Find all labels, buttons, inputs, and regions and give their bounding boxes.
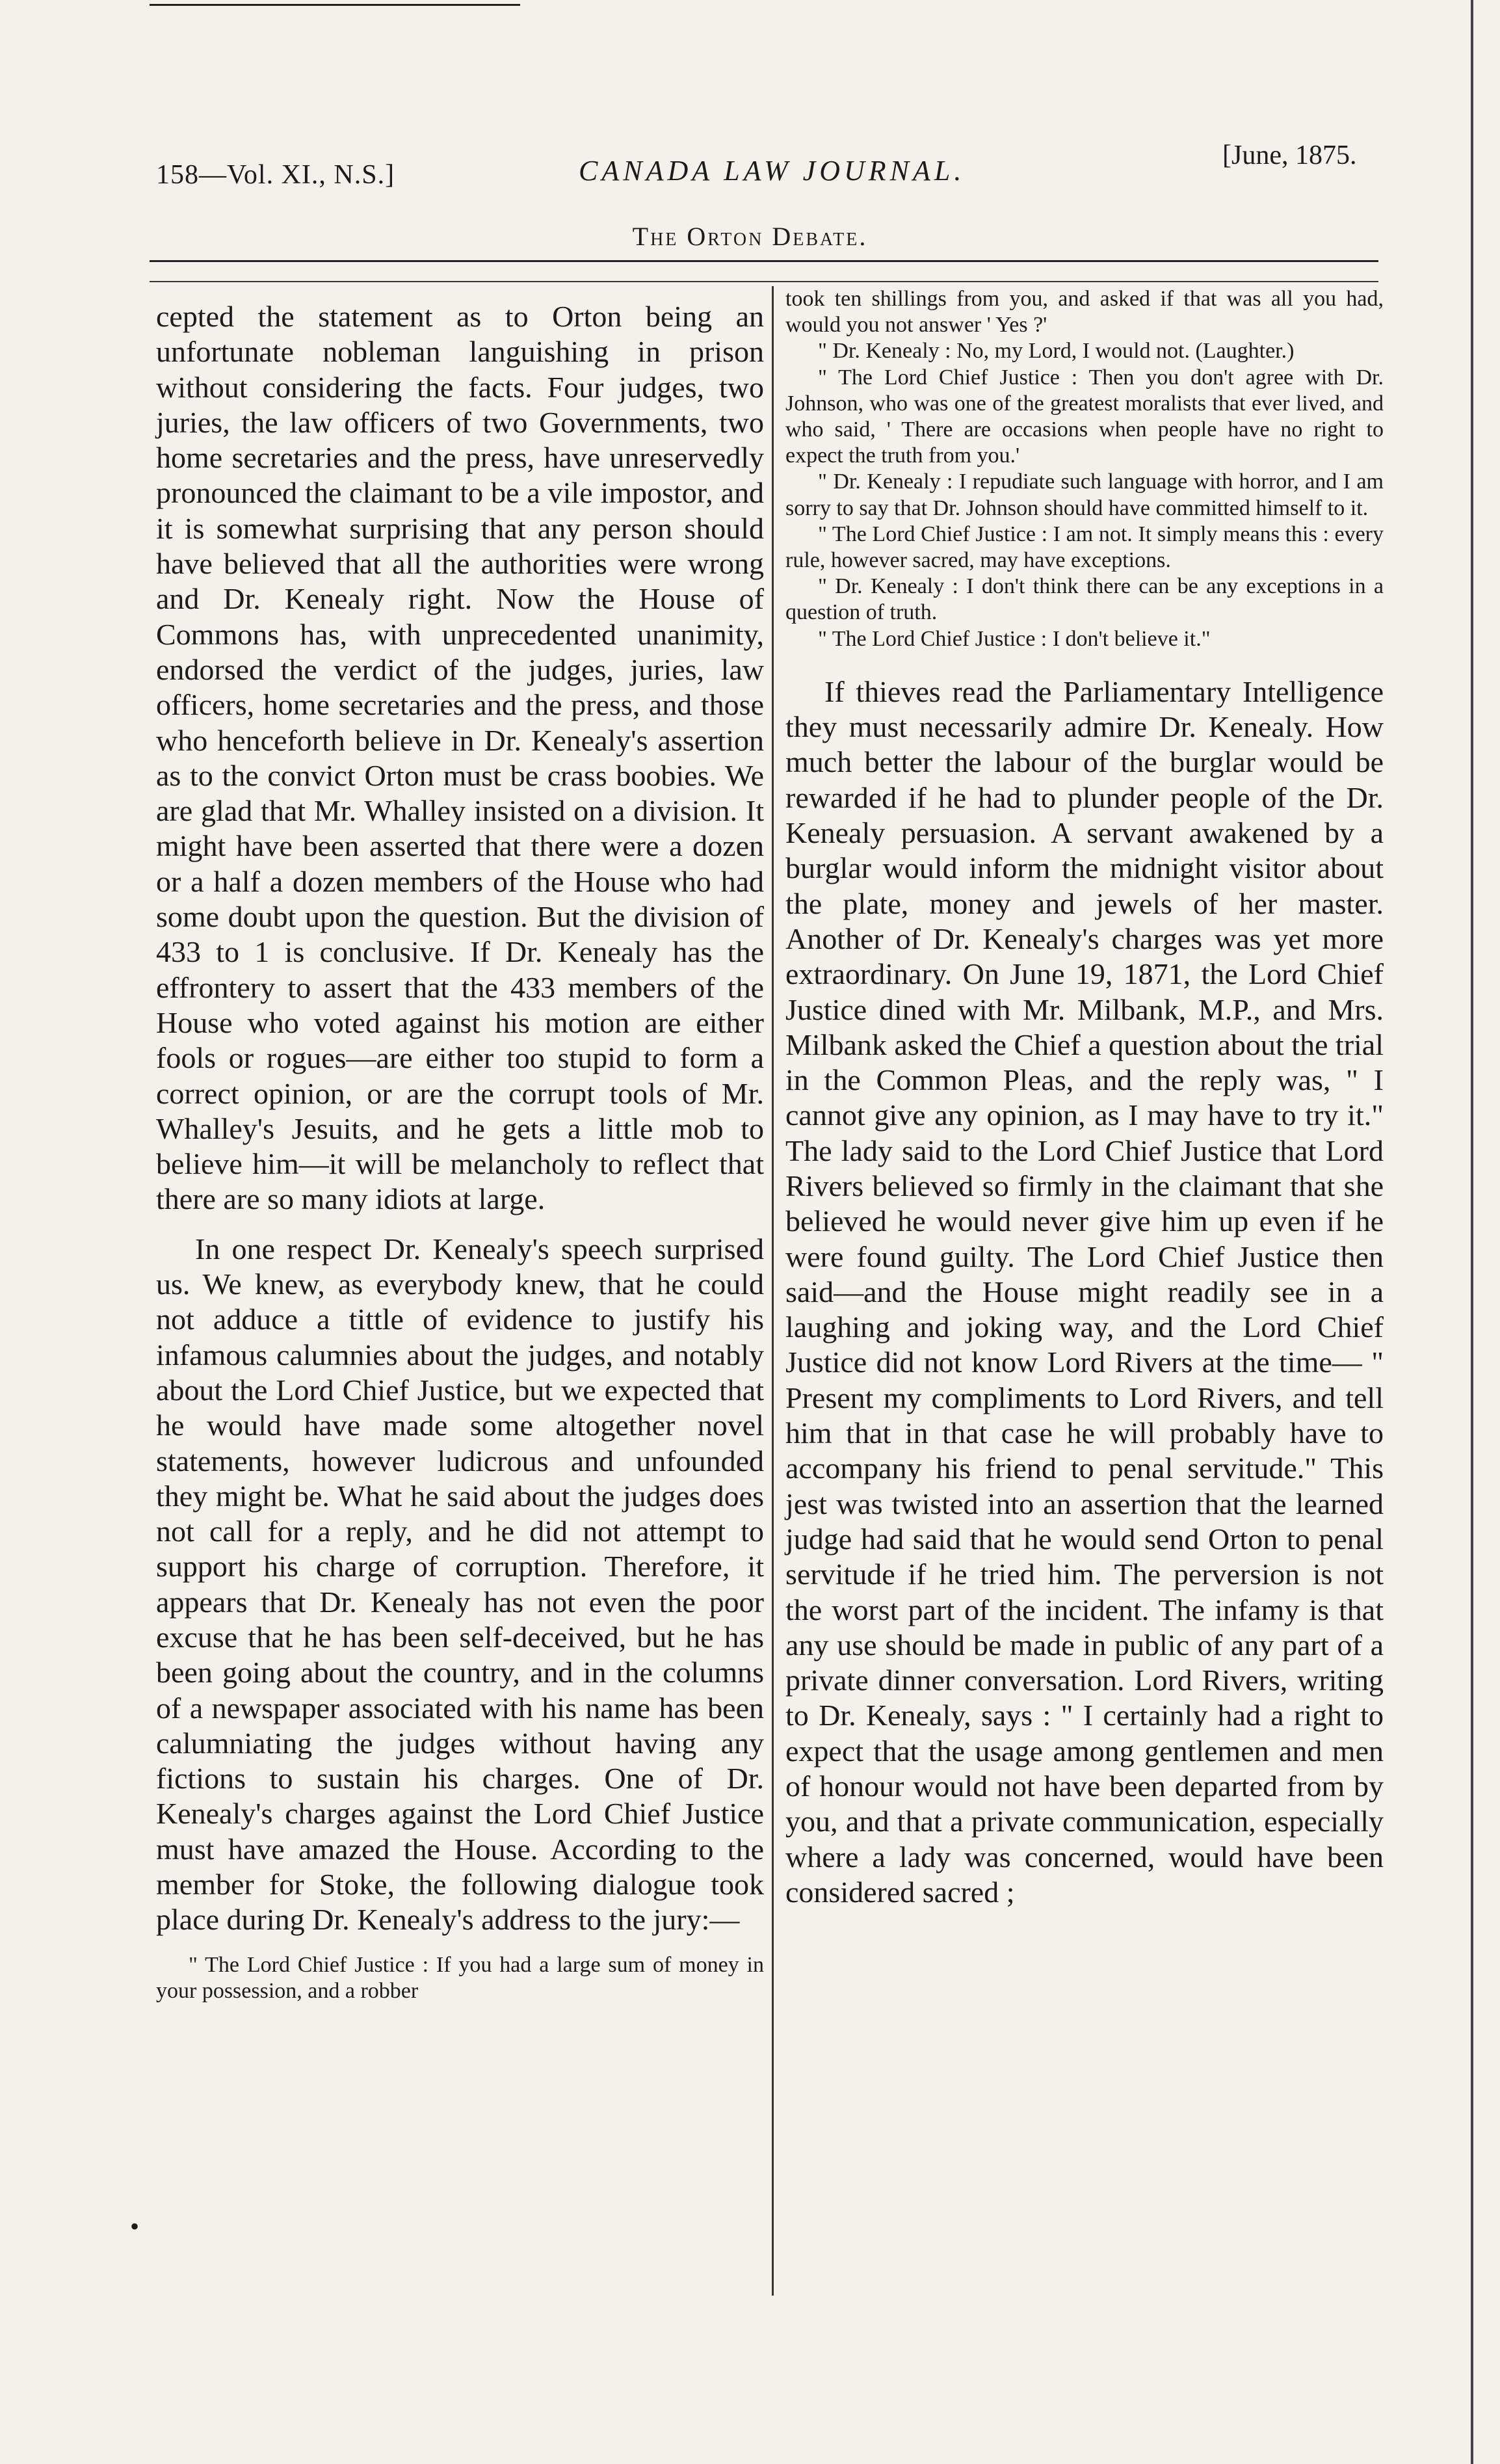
right-column xyxy=(785,286,1384,1910)
journal-title: CANADA LAW JOURNAL. xyxy=(579,155,966,187)
issue-date: [June, 1875. xyxy=(1222,140,1357,170)
column-divider xyxy=(772,286,774,2296)
quote-paragraph: " Dr. Kenealy : I repudiate such language with horror, and I am sorry to say that Dr. Johnson should have committed himself to it. xyxy=(785,470,1384,520)
quote-paragraph: " The Lord Chief Justice : Then you don't agree with Dr. Johnson, who was one of the greatest moralists that ever lived, and who said, ' There are occasions when people have no right to expect the truth from you.' xyxy=(785,365,1384,468)
section-title: The Orton Debate. xyxy=(632,222,868,251)
quote-paragraph: " The Lord Chief Justice : I don't believe it." xyxy=(818,626,1211,651)
quote-paragraph: " The Lord Chief Justice : I am not. It simply means this : every rule, however sacred, may have exceptions. xyxy=(785,522,1384,573)
paragraph: If thieves read the Parliamentary Intelligence they must necessarily admire Dr. Kenealy. How much better the labour of the burglar would be rewarded if he had to plunder people of the Dr. Kenealy persuasion. A servant awakened by a burglar would inform the midnight visitor about the plate, money and jewels of her master. Another of Dr. Kenealy's charges was yet more extraordinary. On June 19, 1871, the Lord Chief Justice dined with Mr. Milbank, M.P., and Mrs. Milbank asked the Chief a question about the trial in the Common Pleas, and the reply was, " I cannot give any opinion, as I may have to try it." The lady said to the Lord Chief Justice that Lord Rivers believed so firmly in the claimant that she believed he would never give him up even if he were found guilty. The Lord Chief Justice then said—and the House might readily see in a laughing and joking way, and the Lord Chief Justice did not know Lord Rivers at the time— " Present my compliments to Lord Rivers, and tell him that in that case he will probably have to accompany his friend to penal servitude." This jest was twisted into an assertion that the learned judge had said that he would send Orton to penal servitude if he tried him. The perversion is not the worst part of the incident. The infamy is that any use should be made in public of any part of a private dinner conversation. Lord Rivers, writing to Dr. Kenealy, says : " I certainly had a right to expect that the usage among gentlemen and men of honour would not have been departed from by you, and that a private communication, especially where a lady was concerned, would have been considered sacred ; xyxy=(785,674,1384,1909)
quote-paragraph: " The Lord Chief Justice : If you had a large sum of money in your possession, and a robber xyxy=(156,1952,764,2003)
quote-paragraph: " Dr. Kenealy : I don't think there can be any exceptions in a question of truth. xyxy=(785,574,1384,625)
section-rule xyxy=(150,260,1378,262)
page-header xyxy=(150,140,1385,198)
left-column xyxy=(156,299,764,2004)
volume-label: 158—Vol. XI., N.S.] xyxy=(156,160,395,190)
page-edge-rule xyxy=(1471,0,1473,2464)
paragraph: cepted the statement as to Orton being an unfortunate nobleman languishing in prison without considering the facts. Four judges, two juries, the law officers of two Governments, two home secretaries and the press, have unreservedly pronounced the claimant to be a vile impostor, and it is somewhat surprising that any person should have believed that all the authorities were wrong and Dr. Kenealy right. Now the House of Commons has, with unprecedented unanimity, endorsed the verdict of the judges, juries, law officers, home secretaries and the press, and those who henceforth believe in Dr. Kenealy's assertion as to the convict Orton must be crass boobies. We are glad that Mr. Whalley insisted on a division. It might have been asserted that there were a dozen or a half a dozen members of the House who had some doubt upon the question. But the division of 433 to 1 is conclusive. If Dr. Kenealy has the effrontery to assert that the 433 members of the House who voted against his motion are either fools or rogues—are either too stupid to form a correct opinion, or are the corrupt tools of Mr. Whalley's Jesuits, and he gets a little mob to believe him—it will be melancholy to reflect that there are so many idiots at large. xyxy=(156,300,764,1216)
section-rule-lower xyxy=(150,281,1378,282)
top-rule xyxy=(150,4,520,6)
quote-paragraph: " Dr. Kenealy : No, my Lord, I would not. (Laughter.) xyxy=(818,339,1295,364)
paragraph: In one respect Dr. Kenealy's speech surprised us. We knew, as everybody knew, that he could not adduce a tittle of evidence to justify his infamous calumnies about the judges, and notably about the Lord Chief Justice, but we expected that he would have made some altogether novel statements, however ludicrous and unfounded they might be. What he said about the judges does not call for a reply, and he did not attempt to support his charge of corruption. Therefore, it appears that Dr. Kenealy has not even the poor excuse that he has been self-deceived, but he has been going about the country, and in the columns of a newspaper associated with his name has been calumniating the judges without having any fictions to sustain his charges. One of Dr. Kenealy's charges against the Lord Chief Justice must have amazed the House. According to the member for Stoke, the following dialogue took place during Dr. Kenealy's address to the jury:— xyxy=(156,1232,764,1937)
quote-paragraph: took ten shillings from you, and asked if that was all you had, would you not answer ' Yes ?' xyxy=(785,287,1384,338)
margin-mark: • xyxy=(130,2212,140,2241)
